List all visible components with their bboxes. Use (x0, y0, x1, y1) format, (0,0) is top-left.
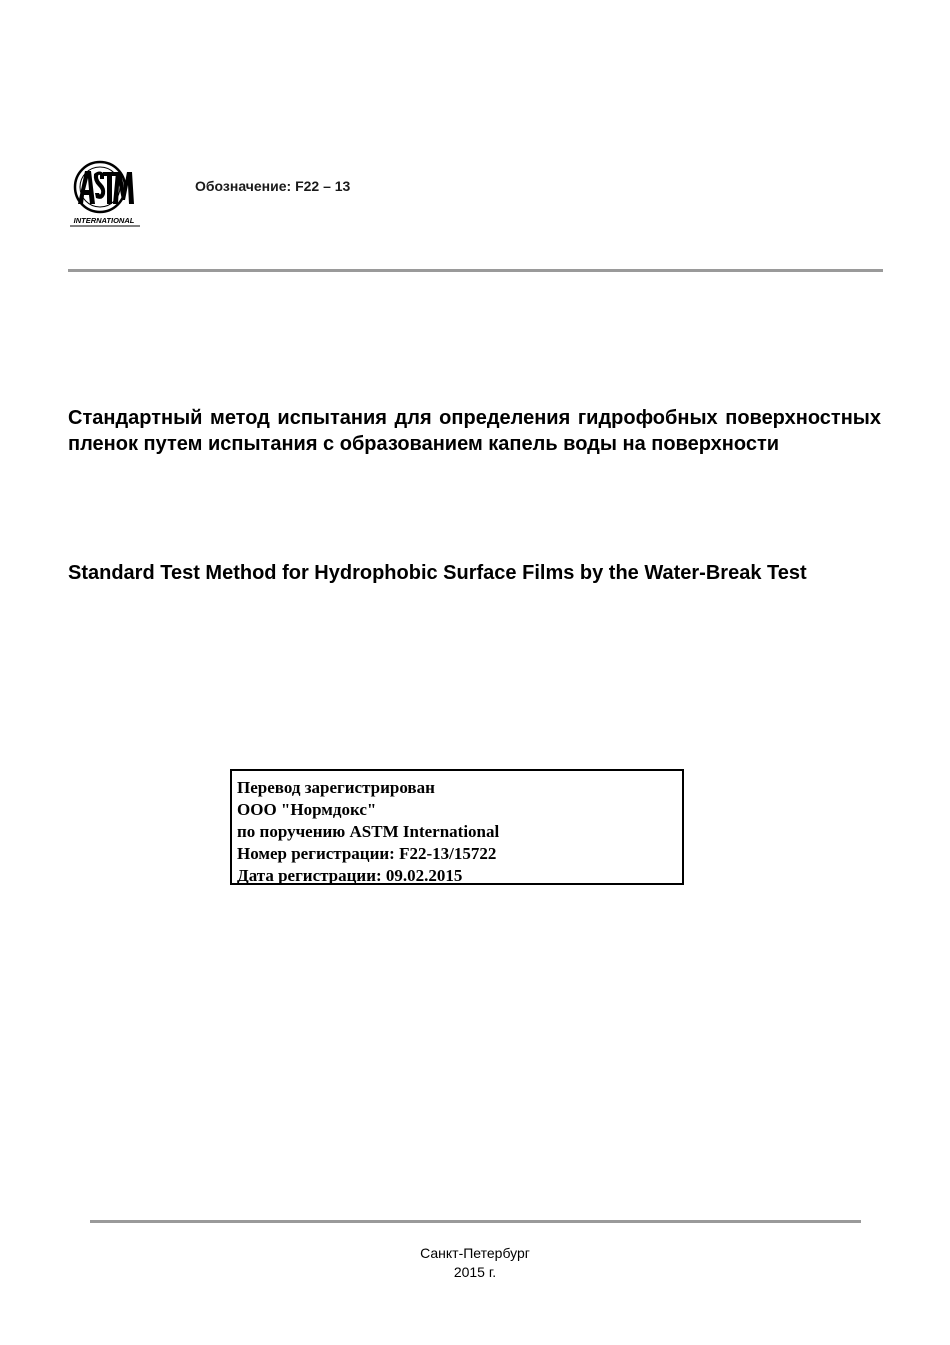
registration-box (230, 769, 684, 885)
title-english: Standard Test Method for Hydrophobic Surface Films by the Water-Break Test (68, 562, 807, 584)
registration-company: ООО "Нормдокс" (237, 800, 377, 819)
logo-text: INTERNATIONAL (73, 216, 135, 225)
title-russian: Стандартный метод испытания для определения гидрофобных поверхностных пленок путем испытания с образованием капель воды на поверхности (68, 407, 881, 455)
divider-top (68, 269, 883, 272)
divider-bottom (90, 1220, 861, 1223)
designation: Обозначение: F22 – 13 (195, 178, 351, 194)
footer-city: Санкт-Петербург (420, 1245, 530, 1261)
registration-line: Перевод зарегистрирован (237, 778, 435, 797)
registration-date: Дата регистрации: 09.02.2015 (237, 866, 463, 885)
footer (0, 1244, 950, 1282)
footer-year: 2015 г. (453, 1264, 497, 1280)
registration-line: по поручению ASTM International (237, 822, 500, 841)
registration-number: Номер регистрации: F22-13/15722 (237, 844, 497, 863)
astm-logo-icon (64, 160, 144, 228)
